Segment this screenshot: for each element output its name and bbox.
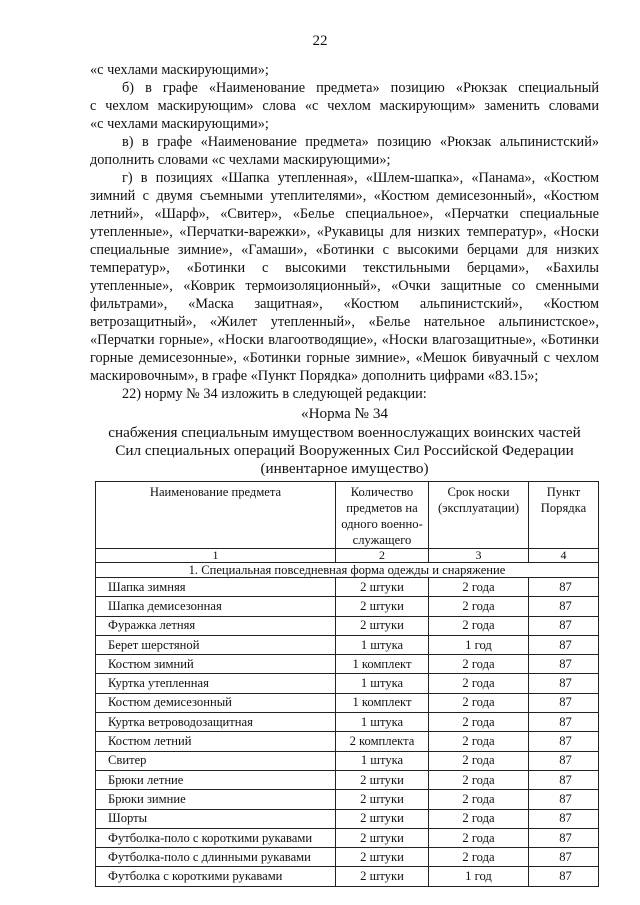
wear-period-cell: 2 года xyxy=(429,790,529,809)
item-name-cell: Брюки зимние xyxy=(96,790,336,809)
wear-period-cell: 2 года xyxy=(429,693,529,712)
table-row xyxy=(96,635,599,654)
table-row xyxy=(96,867,599,886)
order-item-cell: 87 xyxy=(529,828,599,847)
table-row xyxy=(96,674,599,693)
heading-line: (инвентарное имущество) xyxy=(260,460,429,477)
order-item-cell: 87 xyxy=(529,751,599,770)
column-number: 1 xyxy=(96,549,336,563)
quantity-cell: 1 штука xyxy=(336,751,429,770)
item-name-cell: Берет шерстяной xyxy=(96,635,336,654)
order-item-cell: 87 xyxy=(529,635,599,654)
text-line: с чехлом маскирующим» слова «с чехлом маскирующим» заменить словами xyxy=(90,98,599,114)
wear-period-cell: 2 года xyxy=(429,809,529,828)
text-line: «с чехлами маскирующими»; xyxy=(90,116,269,132)
order-item-cell: 87 xyxy=(529,790,599,809)
wear-period-cell: 2 года xyxy=(429,674,529,693)
quantity-cell: 2 штуки xyxy=(336,790,429,809)
header-quantity: Количество предметов на одного военно-служащего xyxy=(336,482,429,549)
quantity-cell: 2 комплекта xyxy=(336,732,429,751)
text-line: б) в графе «Наименование предмета» позицию «Рюкзак специальный xyxy=(122,80,599,96)
item-name-cell: Брюки летние xyxy=(96,770,336,789)
header-wear-period: Срок носки (эксплуатации) xyxy=(429,482,529,549)
text-line: температур», «Ботинки с высокими текстильными берцами», «Бахилы xyxy=(90,260,599,276)
order-item-cell: 87 xyxy=(529,867,599,886)
wear-period-cell: 2 года xyxy=(429,770,529,789)
text-line: горные демисезонные», «Ботинки горные зимние», «Мешок бивуачный с чехлом xyxy=(90,350,599,366)
text-line: дополнить словами «с чехлами маскирующими»; xyxy=(90,152,391,168)
wear-period-cell: 2 года xyxy=(429,751,529,770)
order-item-cell: 87 xyxy=(529,616,599,635)
table-row xyxy=(96,790,599,809)
table-row xyxy=(96,578,599,597)
norm-table xyxy=(95,481,599,887)
order-item-cell: 87 xyxy=(529,674,599,693)
wear-period-cell: 1 год xyxy=(429,635,529,654)
item-name-cell: Куртка утепленная xyxy=(96,674,336,693)
wear-period-cell: 1 год xyxy=(429,867,529,886)
text-line: летний», «Шарф», «Свитер», «Белье специальное», «Перчатки специальные xyxy=(90,206,599,222)
table-row xyxy=(96,751,599,770)
quantity-cell: 1 комплект xyxy=(336,655,429,674)
order-item-cell: 87 xyxy=(529,732,599,751)
wear-period-cell: 2 года xyxy=(429,578,529,597)
table-row xyxy=(96,732,599,751)
text-line: г) в позициях «Шапка утепленная», «Шлем-шапка», «Панама», «Костюм xyxy=(122,170,599,186)
table-row xyxy=(96,713,599,732)
quantity-cell: 2 штуки xyxy=(336,867,429,886)
text-line: зимний с двумя съемными утеплителями», «Костюм демисезонный», «Костюм xyxy=(90,188,599,204)
order-item-cell: 87 xyxy=(529,655,599,674)
text-line: специальные зимние», «Гамаши», «Ботинки с высокими берцами для низких xyxy=(90,242,599,258)
table-row xyxy=(96,809,599,828)
order-item-cell: 87 xyxy=(529,693,599,712)
quantity-cell: 2 штуки xyxy=(336,770,429,789)
item-name-cell: Костюм демисезонный xyxy=(96,693,336,712)
text-line: ветрозащитный», «Жилет утепленный», «Белье нательное альпинистское», xyxy=(90,314,599,330)
text-line: утепленные», «Коврик термоизоляционный», «Очки защитные со сменными xyxy=(90,278,599,294)
text-line: «Перчатки горные», «Носки влагоотводящие», «Носки влагозащитные», «Ботинки xyxy=(90,332,599,348)
order-item-cell: 87 xyxy=(529,713,599,732)
column-number: 2 xyxy=(336,549,429,563)
norm-heading: «Норма № 34 xyxy=(300,405,389,422)
item-name-cell: Костюм зимний xyxy=(96,655,336,674)
heading-line: Сил специальных операций Вооруженных Сил Российской Федерации xyxy=(115,442,574,459)
table-row xyxy=(96,770,599,789)
quantity-cell: 2 штуки xyxy=(336,809,429,828)
table-row xyxy=(96,616,599,635)
item-name-cell: Куртка ветроводозащитная xyxy=(96,713,336,732)
wear-period-cell: 2 года xyxy=(429,713,529,732)
order-item-cell: 87 xyxy=(529,578,599,597)
quantity-cell: 2 штуки xyxy=(336,578,429,597)
table-row xyxy=(96,848,599,867)
item-name-cell: Шапка зимняя xyxy=(96,578,336,597)
item-name-cell: Фуражка летняя xyxy=(96,616,336,635)
quantity-cell: 2 штуки xyxy=(336,616,429,635)
item-name-cell: Шапка демисезонная xyxy=(96,597,336,616)
item-name-cell: Свитер xyxy=(96,751,336,770)
text-line: фильтрами», «Маска защитная», «Костюм альпинистский», «Костюм xyxy=(90,296,599,312)
wear-period-cell: 2 года xyxy=(429,828,529,847)
quantity-cell: 2 штуки xyxy=(336,848,429,867)
order-item-cell: 87 xyxy=(529,597,599,616)
order-item-cell: 87 xyxy=(529,809,599,828)
wear-period-cell: 2 года xyxy=(429,655,529,674)
text-line: в) в графе «Наименование предмета» позицию «Рюкзак альпинистский» xyxy=(122,134,599,150)
table-row xyxy=(96,693,599,712)
wear-period-cell: 2 года xyxy=(429,616,529,635)
quantity-cell: 2 штуки xyxy=(336,828,429,847)
order-item-cell: 87 xyxy=(529,770,599,789)
item-name-cell: Шорты xyxy=(96,809,336,828)
order-item-cell: 87 xyxy=(529,848,599,867)
wear-period-cell: 2 года xyxy=(429,597,529,616)
text-line: маскировочным», в графе «Пункт Порядка» дополнить цифрами «83.15»; xyxy=(90,368,539,384)
quantity-cell: 1 штука xyxy=(336,635,429,654)
item-name-cell: Футболка с короткими рукавами xyxy=(96,867,336,886)
quantity-cell: 2 штуки xyxy=(336,597,429,616)
item-name-cell: Костюм летний xyxy=(96,732,336,751)
item-name-cell: Футболка-поло с короткими рукавами xyxy=(96,828,336,847)
header-item-name: Наименование предмета xyxy=(96,482,336,549)
text-line: «с чехлами маскирующими»; xyxy=(90,62,269,78)
quantity-cell: 1 штука xyxy=(336,713,429,732)
quantity-cell: 1 комплект xyxy=(336,693,429,712)
item-name-cell: Футболка-поло с длинными рукавами xyxy=(96,848,336,867)
table-body xyxy=(96,578,599,887)
table-row xyxy=(96,597,599,616)
table-row xyxy=(96,828,599,847)
quantity-cell: 1 штука xyxy=(336,674,429,693)
heading-line: снабжения специальным имуществом военнослужащих воинских частей xyxy=(108,424,581,441)
wear-period-cell: 2 года xyxy=(429,732,529,751)
wear-period-cell: 2 года xyxy=(429,848,529,867)
column-number: 3 xyxy=(429,549,529,563)
text-line: 22) норму № 34 изложить в следующей редакции: xyxy=(122,386,427,402)
table-row xyxy=(96,655,599,674)
header-order-item: Пункт Порядка xyxy=(529,482,599,549)
section-title: 1. Специальная повседневная форма одежды и снаряжение xyxy=(96,563,599,578)
page-number: 22 xyxy=(312,33,328,49)
text-line: утепленные», «Перчатки-варежки», «Рукавицы для низких температур», «Носки xyxy=(90,224,599,240)
column-number: 4 xyxy=(529,549,599,563)
